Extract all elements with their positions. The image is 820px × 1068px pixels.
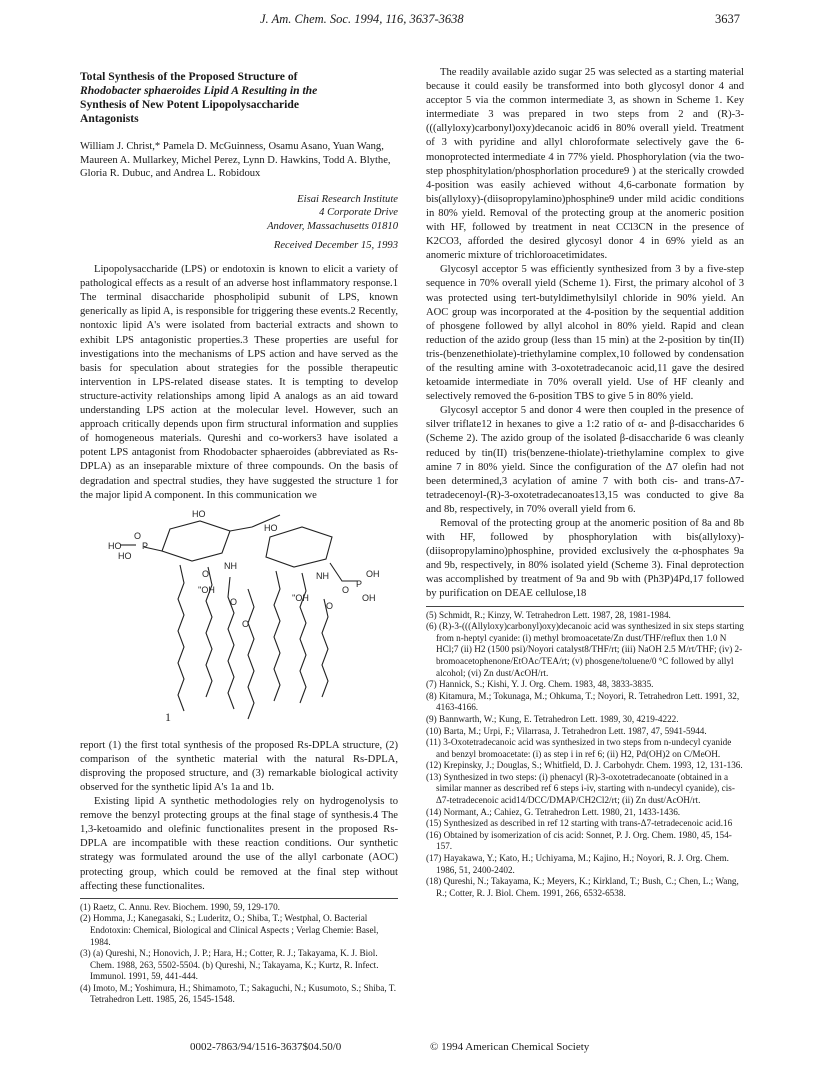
svg-text:''OH: ''OH [198, 584, 215, 595]
body-paragraph: Glycosyl acceptor 5 was efficiently synthesized from 3 by a five-step sequence in 70% overall yield (Scheme 1). First, the primary alcohol of 3 was protected using tert-butyldimethylsilyl chloride in 90% yield. An AOC group was incorporated at the 4-position by the sequential addition of phosgene followed by allyl alcohol in 80% yield. Rapid and clean reduction of the azido group (less than 15 min) at the 2-position by tin(II) tris-(benzenethiolate)-triethylamine complex,10 followed by condensation of the resulting amine with 3-oxotetradecanoic acid,11 gave the desired ketoamide intermediate in 70% overall yield. Use of HF cleanly and selectively removed the 6-position TBS to give 5 in 80% yield. [426, 264, 744, 403]
reference: (8) Kitamura, M.; Tokunaga, M.; Ohkuma, T.; Noyori, R. Tetrahedron Lett. 1991, 32, 4163-4166. [426, 690, 740, 713]
reference: (3) (a) Qureshi, N.; Honovich, J. P.; Hara, H.; Cotter, R. J.; Takayama, K. J. Biol. Chem. 1988, 263, 5502-5504. (b) Qureshi, N.; Takayama, K.; Kurtz, R. Infect. Immunol. 1991, 59, 441-444. [80, 948, 379, 982]
svg-text:HO: HO [264, 522, 278, 533]
article-title: Total Synthesis of the Proposed Structure of Rhodobacter sphaeroides Lipid A Resulting in the Synthesis of New Potent Lipopolysaccharide Antagonists [80, 70, 318, 125]
compound-label: 1 [165, 709, 171, 724]
body-paragraph: Glycosyl acceptor 5 and donor 4 were then coupled in the presence of silver triflate12 in hexanes to give a 1:2 ratio of α- and β-disaccharides 6 (Scheme 2). The azido group of the isolated β-disaccharide 6 was cleanly reduced by tin(II) tris(benzene-thiolate)-triethylamine complex to give amine 7 in 80% yield. Since the configuration of the Δ7 olefin had not been determined,3 acylation of amine 7 with both cis- and trans-Δ7-tetradecenoyl-(R)-3-oxotetradecanoates13,15 was conducted to give 8a and 8b, respectively, in 70% overall yield from 6. [426, 405, 744, 515]
structure-figure [80, 507, 398, 735]
svg-text:OH: OH [366, 568, 380, 579]
reference: (9) Bannwarth, W.; Kung, E. Tetrahedron Lett. 1989, 30, 4219-4222. [426, 713, 679, 724]
reference: (13) Synthesized in two steps: (i) phenacyl (R)-3-oxotetradecanoate (obtained in a similar manner as described ref 6 steps i-iv, starting with n-undecyl cyanide), cis-Δ7-tetradecenoic acid14/DCC/DMAP/CH2Cl2/rt; (ii) Zn dust/AcOH/rt. [426, 771, 735, 806]
svg-text:O: O [202, 568, 210, 579]
page-footer [190, 1041, 590, 1053]
svg-text:O: O [242, 618, 250, 629]
svg-text:P: P [356, 578, 363, 589]
svg-text:O: O [230, 596, 238, 607]
svg-text:OH: OH [362, 592, 376, 603]
svg-text:O: O [134, 530, 142, 541]
svg-text:HO: HO [192, 508, 206, 519]
received-date: Received December 15, 1993 [273, 240, 398, 251]
svg-text:O: O [326, 600, 334, 611]
references-right [426, 610, 744, 900]
svg-text:P: P [142, 540, 149, 551]
reference: (14) Normant, A.; Cahiez, G. Tetrahedron Lett. 1980, 21, 1433-1436. [426, 806, 681, 817]
journal-citation: J. Am. Chem. Soc. 1994, 116, 3637-3638 [260, 12, 464, 26]
affiliation: Eisai Research Institute 4 Corporate Drive Andover, Massachusetts 01810 [267, 193, 398, 232]
right-column [426, 66, 744, 899]
left-column [80, 66, 398, 1006]
body-paragraph: report (1) the first total synthesis of the proposed Rs-DPLA structure, (2) comparison of the synthetic material with the natural Rs-DPLA, disproving the proposed structure, and (3) remarkable biological activity observed for the synthetic lipid A's 1a and 1b. [80, 739, 398, 793]
reference: (16) Obtained by isomerization of cis acid: Sonnet, P. J. Org. Chem. 1980, 45, 154-157. [426, 829, 732, 852]
author-list: William J. Christ,* Pamela D. McGuinness, Osamu Asano, Yuan Wang, Maureen A. Mullarkey, Michel Perez, Lynn D. Hawkins, Todd A. Blythe, Gloria R. Dubuc, and Andrea L. Robidoux [80, 141, 391, 179]
svg-text:NH: NH [224, 560, 237, 571]
body-paragraph: The readily available azido sugar 25 was selected as a starting material because it could easily be transformed into both glycosyl donor 4 and acceptor 5 via the common intermediate 3, as shown in Scheme 1. Key intermediate 3 was prepared in two steps from 2 and (R)-3-(((allyloxy)carbonyl)oxy)decanoic acid6 in 80% overall yield. Treatment of 3 with pyridine and allyl chloroformate selectively gave the 6-monoprotected intermediate 4 in 77% yield. Phosphorylation (via the two-step phosphitylation/phosphorlation procedure9 ) at the sterically crowded 4-position was easily achieved without 4,6-carbonate formation by bis(allyloxy)-(diisopropylamino)phosphine9 under mild acidic conditions in 80% yield. Removal of the protecting group at the anomeric position with HF, followed by treatment in neat CCl3CN in the presence of K2CO3, afforded the desired glycosyl donor 4 in 69% yield as an anomeric mixture of trichloroacetimidates. [426, 67, 744, 262]
reference: (2) Homma, J.; Kanegasaki, S.; Luderitz, O.; Shiba, T.; Westphal, O. Bacterial Endotoxin: Chemical, Biological and Clinical Aspects ; Verlag Chemie: Basel, 1984. [80, 913, 379, 947]
lipid-a-structure-drawing [80, 507, 398, 735]
reference: (12) Krepinsky, J.; Douglas, S.; Whitfield, D. J. Carbohydr. Chem. 1993, 12, 131-136. [426, 760, 743, 771]
svg-text:HO: HO [118, 550, 132, 561]
references-divider [80, 898, 398, 899]
reference: (5) Schmidt, R.; Kinzy, W. Tetrahedron Lett. 1987, 28, 1981-1984. [426, 609, 671, 620]
copyright: © 1994 American Chemical Society [430, 1041, 590, 1053]
article-code: 0002-7863/94/1516-3637$04.50/0 [190, 1041, 342, 1053]
reference: (10) Barta, M.; Urpi, F.; Vilarrasa, J. Tetrahedron Lett. 1987, 47, 5941-5944. [426, 725, 707, 736]
svg-text:HO: HO [108, 540, 122, 551]
svg-text:''OH: ''OH [292, 592, 309, 603]
svg-text:O: O [342, 584, 350, 595]
page-number: 3637 [715, 12, 740, 26]
running-header [80, 12, 740, 30]
reference: (11) 3-Oxotetradecanoic acid was synthesized in two steps from n-undecyl cyanide and benzyl bromoacetate: (i) as step i in ref 6; (ii) H2, Pd(OH)2 on C/MeOH. [426, 737, 732, 759]
body-paragraph: Lipopolysaccharide (LPS) or endotoxin is known to elicit a variety of pathological effects as a result of an adverse host inflammatory response.1 The terminal disaccharide phospholipid subunit of LPS, known generically as lipid A, is responsible for triggering these events.2 Recently, nontoxic lipid A's were isolated from bacterial extracts and shown to exhibit LPS antagonistic properties.3 These properties are useful for investigations into the mechanisms of LPS action and have served as the basis for speculation about strategies for the possible therapeutic intervention in LPS-related disease states. It is tempting to develop structure-activity relationships among lipid A analogs as an aid toward understanding LPS action at the molecular level. However, such an approach critically depends upon firm structural information and supplies of homogeneous materials. Qureshi and co-workers3 have isolated a potent LPS antagonist from Rhodobacter sphaeroides (abbreviated as Rs-DPLA) as an inseparable mixture of three compounds. On the basis of degradation and spectral studies, they have suggested the structure 1 for the major lipid A component. In this communication we [80, 264, 398, 501]
body-paragraph: Existing lipid A synthetic methodologies rely on hydrogenolysis to remove the benzyl protecting groups at the final stage of synthesis.4 The 1,3-ketoamido and olefinic functionalites present in the proposed Rs-DPLA are incompatible with these reaction conditions. Our synthetic strategy was formulated around the use of the allyl carbonate (AOC) protecting group, which could be removed at the final step without affecting these functionalites. [80, 796, 398, 892]
reference: (15) Synthesized as described in ref 12 starting with trans-Δ7-tetradecenoic acid.16 [426, 818, 733, 829]
references-left [80, 902, 398, 1006]
reference: (6) (R)-3-(((Allyloxy)carbonyl)oxy)decanoic acid was synthesized in six steps starting from n-heptyl cyanide: (i) methyl bromoacetate/Zn dust/THF/reflux then 1.0 N HCl;7 (ii) H2 (1500 psi)/Noyori catalyst8/THF/rt; (iii) NaOH 2.5 M/rt/THF; (iv) 2-bromoacetophenone/EtOAc/TEA/rt; (v) phosgene/toluene/0 °C followed by allyl alcohol; (vi) Zn dust/AcOH/rt. [426, 621, 744, 678]
reference: (17) Hayakawa, Y.; Kato, H.; Uchiyama, M.; Kajino, H.; Noyori, R. J. Org. Chem. 1986, 51, 2400-2402. [426, 853, 729, 875]
svg-text:NH: NH [316, 570, 329, 581]
reference: (4) Imoto, M.; Yoshimura, H.; Shimamoto, T.; Sakaguchi, N.; Kusumoto, S.; Shiba, T. Tetrahedron Lett. 1985, 26, 1545-1548. [80, 982, 397, 1005]
references-divider [426, 606, 744, 607]
reference: (18) Qureshi, N.; Takayama, K.; Meyers, K.; Kirkland, T.; Bush, C.; Chen, L.; Wang, R.; Cotter, R. J. Biol. Chem. 1991, 266, 6532-6538. [426, 876, 739, 898]
body-paragraph: Removal of the protecting group at the anomeric position of 8a and 8b with HF, followed by phosphorylation with bis(allyloxy)-(diisopropylamino)phosphine, provided exclusively the α-phosphates 9a and 9b, respectively, in 80% isolated yield (Scheme 3). Final deprotection was accomplished by treatment of 9a and 9b with (Ph3P)4Pd,17 followed by purification on DEAE cellulose,18 [426, 518, 744, 600]
reference: (7) Hannick, S.; Kishi, Y. J. Org. Chem. 1983, 48, 3833-3835. [426, 679, 654, 690]
reference: (1) Raetz, C. Annu. Rev. Biochem. 1990, 59, 129-170. [80, 901, 280, 912]
